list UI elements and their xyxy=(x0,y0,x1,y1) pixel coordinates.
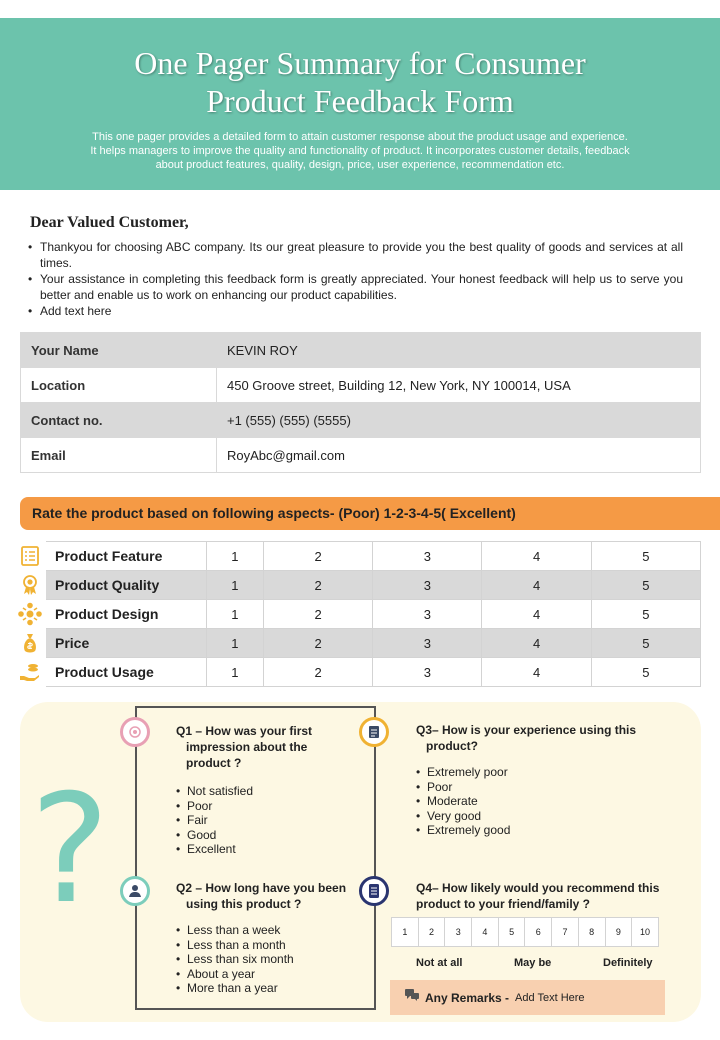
q1-icon xyxy=(120,717,150,747)
q1-options xyxy=(176,784,253,857)
q1-option[interactable]: • Poor xyxy=(176,799,253,814)
rating-option[interactable]: 5 xyxy=(591,542,700,571)
q3-option[interactable]: • Extremely good xyxy=(416,823,510,838)
q3-option[interactable]: • Moderate xyxy=(416,794,510,809)
q1-option[interactable]: • Good xyxy=(176,828,253,843)
q1-title xyxy=(176,723,312,771)
q3-option[interactable]: • Extremely poor xyxy=(416,765,510,780)
email-value[interactable]: RoyAbc@gmail.com xyxy=(217,438,701,473)
rating-option[interactable]: 2 xyxy=(263,658,372,687)
q3-option[interactable]: • Very good xyxy=(416,809,510,824)
q1-title-line: Q1 – How was your first xyxy=(176,724,313,738)
q4-title-line: product to your friend/family ? xyxy=(416,897,591,911)
page-description xyxy=(55,130,665,172)
info-row-contact xyxy=(21,403,701,438)
scale-label-high: Definitely xyxy=(603,957,653,969)
scale-option[interactable]: 5 xyxy=(498,918,525,947)
scale-option[interactable]: 6 xyxy=(525,918,552,947)
q3-title xyxy=(416,722,636,754)
aspect-label: Product Usage xyxy=(46,658,206,687)
q2-option[interactable]: • Less than a month xyxy=(176,938,294,953)
q2-icon xyxy=(120,876,150,906)
timeline-top xyxy=(135,706,376,708)
rating-row-price xyxy=(46,629,701,658)
rating-table xyxy=(46,541,701,687)
info-row-email xyxy=(21,438,701,473)
rating-icons-column xyxy=(14,541,46,686)
q3-title-line: Q3– How is your experience using this xyxy=(416,723,637,737)
intro-bullet: • Thankyou for choosing ABC company. Its our great pleasure to provide you the best quality of goods and services at all times. xyxy=(28,239,683,271)
rating-option[interactable]: 4 xyxy=(482,571,591,600)
award-ribbon-icon xyxy=(14,570,46,599)
q3-title-line: product? xyxy=(426,739,478,753)
rating-option[interactable]: 2 xyxy=(263,629,372,658)
intro-bullet: • Your assistance in completing this feedback form is greatly appreciated. Your honest feedback will help us to serve you better and enable us to work on enhancing our product capabilities. xyxy=(28,271,683,303)
rating-row-usage xyxy=(46,658,701,687)
rating-option[interactable]: 2 xyxy=(263,542,372,571)
rating-option[interactable]: 5 xyxy=(591,600,700,629)
desc-line-1: This one pager provides a detailed form to attain customer response about the product usage and experience. xyxy=(92,131,628,143)
q2-title-line: using this product ? xyxy=(186,897,302,911)
rating-option[interactable]: 1 xyxy=(206,600,263,629)
rating-option[interactable]: 4 xyxy=(482,658,591,687)
q2-title xyxy=(176,880,346,912)
q2-options xyxy=(176,923,294,996)
q1-title-line: product ? xyxy=(186,756,242,770)
timeline-left xyxy=(135,706,137,1010)
q2-title-line: Q2 – How long have you been xyxy=(176,881,347,895)
intro-bullets xyxy=(28,239,683,319)
rating-option[interactable]: 3 xyxy=(373,600,482,629)
question-mark-icon: ? xyxy=(30,763,110,937)
rating-option[interactable]: 4 xyxy=(482,629,591,658)
aspect-label: Product Quality xyxy=(46,571,206,600)
rating-option[interactable]: 1 xyxy=(206,571,263,600)
greeting: Dear Valued Customer, xyxy=(30,214,189,231)
rating-option[interactable]: 5 xyxy=(591,658,700,687)
rating-option[interactable]: 2 xyxy=(263,600,372,629)
location-label: Location xyxy=(21,368,217,403)
contact-label: Contact no. xyxy=(21,403,217,438)
scale-option[interactable]: 4 xyxy=(472,918,499,947)
name-label: Your Name xyxy=(21,333,217,368)
q3-option[interactable]: • Poor xyxy=(416,780,510,795)
scale-option[interactable]: 7 xyxy=(552,918,579,947)
rating-row-quality xyxy=(46,571,701,600)
header-banner xyxy=(0,18,720,190)
q4-icon xyxy=(359,876,389,906)
scale-option[interactable]: 1 xyxy=(392,918,419,947)
scale-option[interactable]: 3 xyxy=(445,918,472,947)
q1-option[interactable]: • Excellent xyxy=(176,842,253,857)
rating-option[interactable]: 3 xyxy=(373,629,482,658)
q2-option[interactable]: • Less than a week xyxy=(176,923,294,938)
recommend-scale xyxy=(391,917,659,947)
location-value[interactable]: 450 Groove street, Building 12, New York, NY 100014, USA xyxy=(217,368,701,403)
name-value[interactable]: KEVIN ROY xyxy=(217,333,701,368)
info-row-name xyxy=(21,333,701,368)
rating-option[interactable]: 1 xyxy=(206,542,263,571)
remarks-box[interactable] xyxy=(390,980,665,1015)
remarks-label: Any Remarks - xyxy=(425,990,510,1005)
rating-option[interactable]: 3 xyxy=(373,542,482,571)
scale-option[interactable]: 9 xyxy=(605,918,632,947)
info-row-location xyxy=(21,368,701,403)
rating-option[interactable]: 5 xyxy=(591,629,700,658)
q2-option[interactable]: • Less than six month xyxy=(176,952,294,967)
q3-icon xyxy=(359,717,389,747)
q2-option[interactable]: • More than a year xyxy=(176,981,294,996)
rating-option[interactable]: 3 xyxy=(373,658,482,687)
rating-option[interactable]: 5 xyxy=(591,571,700,600)
rating-row-feature xyxy=(46,542,701,571)
hand-coins-icon xyxy=(14,657,46,686)
timeline-right xyxy=(374,706,376,1010)
scale-label-low: Not at all xyxy=(416,957,463,969)
title-line-2: Product Feedback Form xyxy=(206,83,514,119)
title-line-1: One Pager Summary for Consumer xyxy=(134,45,586,81)
rating-row-design xyxy=(46,600,701,629)
rating-instructions-bar: Rate the product based on following aspects- (Poor) 1-2-3-4-5( Excellent) xyxy=(20,497,720,530)
rating-option[interactable]: 3 xyxy=(373,571,482,600)
remarks-value[interactable]: Add Text Here xyxy=(515,991,585,1004)
aspect-label: Price xyxy=(46,629,206,658)
aspect-label: Product Design xyxy=(46,600,206,629)
intro-bullet[interactable]: • Add text here xyxy=(28,303,683,319)
rating-option[interactable]: 2 xyxy=(263,571,372,600)
scale-option[interactable]: 10 xyxy=(632,918,659,947)
desc-line-3: about product features, quality, design, price, user experience, recommendation etc. xyxy=(155,159,565,171)
rating-option[interactable]: 4 xyxy=(482,600,591,629)
cycle-arrows-icon xyxy=(14,599,46,628)
rating-option[interactable]: 1 xyxy=(206,658,263,687)
timeline-bottom xyxy=(135,1008,376,1010)
rating-option[interactable]: 4 xyxy=(482,542,591,571)
aspect-label: Product Feature xyxy=(46,542,206,571)
email-label: Email xyxy=(21,438,217,473)
page-title xyxy=(0,44,720,120)
money-bag-icon xyxy=(14,628,46,657)
q1-option[interactable]: • Fair xyxy=(176,813,253,828)
scale-label-mid: May be xyxy=(514,957,552,969)
q4-title-line: Q4– How likely would you recommend this xyxy=(416,881,660,895)
rating-option[interactable]: 1 xyxy=(206,629,263,658)
desc-line-2: It helps managers to improve the quality and functionality of product. It incorporates customer details, feedback xyxy=(90,145,630,157)
q1-option[interactable]: • Not satisfied xyxy=(176,784,253,799)
scale-option[interactable]: 2 xyxy=(418,918,445,947)
q1-title-line: impression about the xyxy=(186,740,308,754)
q2-option[interactable]: • About a year xyxy=(176,967,294,982)
q4-title xyxy=(416,880,659,912)
customer-info-table xyxy=(20,332,701,473)
scale-option[interactable]: 8 xyxy=(578,918,605,947)
contact-value[interactable]: +1 (555) (555) (5555) xyxy=(217,403,701,438)
checklist-icon xyxy=(14,541,46,570)
chat-icon xyxy=(404,988,420,1007)
q3-options xyxy=(416,765,510,838)
